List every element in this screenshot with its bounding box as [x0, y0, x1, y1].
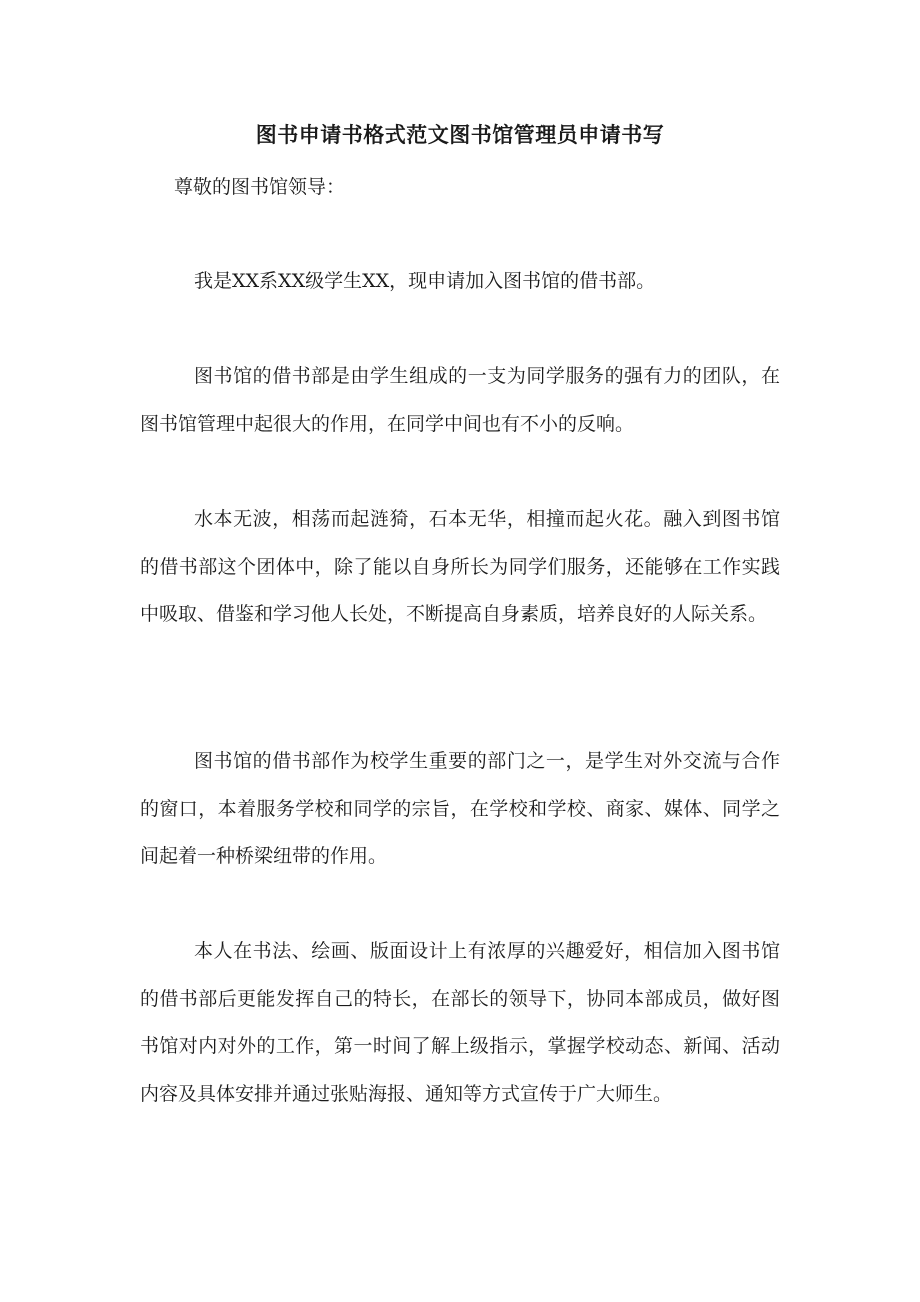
document-title: 图书申请书格式范文图书馆管理员申请书写 [255, 122, 665, 147]
paragraph-1: 我是XX系XX级学生XX，现申请加入图书馆的借书部。 [194, 270, 656, 292]
paragraph-4: 图书馆的借书部作为校学生重要的部门之一，是学生对外交流与合作的窗口，本着服务学校和同学的宗旨，在学校和学校、商家、媒体、同学之间起着一种桥梁纽带的作用。 [140, 750, 780, 867]
paragraph-2: 图书馆的借书部是由学生组成的一支为同学服务的强有力的团队，在图书馆管理中起很大的作用，在同学中间也有不小的反响。 [140, 365, 780, 435]
paragraph-3: 水本无波，相荡而起涟猗，石本无华，相撞而起火花。融入到图书馆的借书部这个团体中，除了能以自身所长为同学们服务，还能够在工作实践中吸取、借鉴和学习他人长处，不断提高自身素质，培养良好的人际关系。 [140, 508, 780, 625]
paragraph-5: 本人在书法、绘画、版面设计上有浓厚的兴趣爱好，相信加入图书馆的借书部后更能发挥自己的特长，在部长的领导下，协同本部成员，做好图书馆对内对外的工作，第一时间了解上级指示，掌握学校动态、新闻、活动内容及具体安排并通过张贴海报、通知等方式宣传于广大师生。 [140, 940, 780, 1105]
salutation: 尊敬的图书馆领导： [174, 176, 346, 198]
